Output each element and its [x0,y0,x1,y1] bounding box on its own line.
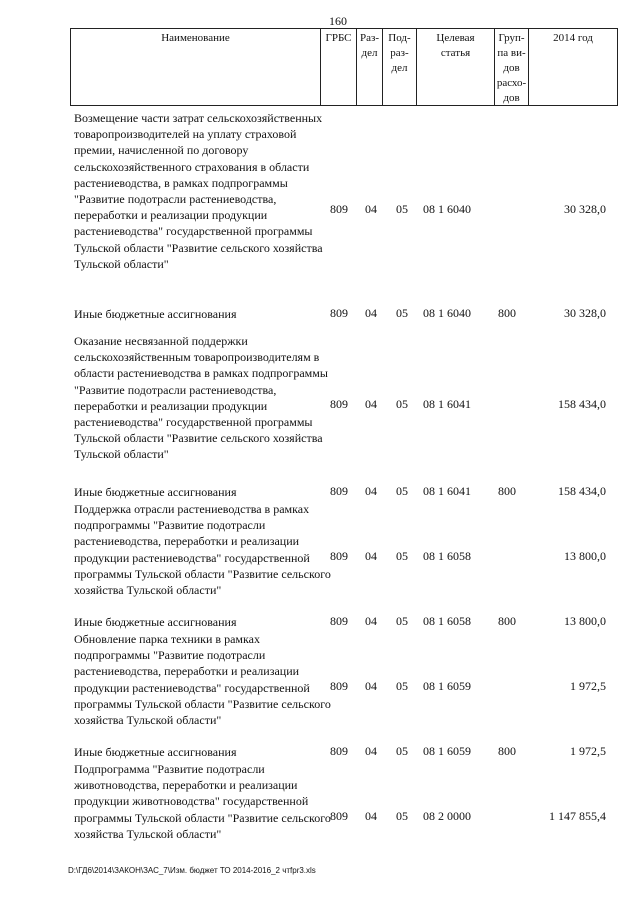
row-amount: 158 434,0 [558,484,606,498]
row-amount: 1 972,5 [570,744,606,758]
row-name: Оказание несвязанной поддержки сельскохозяйственным товаропроизводителям в области растениеводства в рамках подпрограммы "Развитие подотрасли растениеводства, переработки и реализации продукции растениеводства" государственной программы Тульской области "Развитие сельского хозяйства Тульской области" [74,334,328,462]
row-razdel: 04 [365,549,377,563]
row-name: Иные бюджетные ассигнования [74,485,237,499]
row-razdel: 04 [365,744,377,758]
row-grbs: 809 [330,397,348,411]
row-podrazdel: 05 [396,484,408,498]
row-name: Иные бюджетные ассигнования [74,307,237,321]
header-name: Наименование [70,29,320,105]
row-razdel: 04 [365,809,377,823]
header-razdel: Раз- дел [356,29,382,105]
row-amount: 13 800,0 [564,614,606,628]
row-vr: 800 [498,614,516,628]
row-podrazdel: 05 [396,679,408,693]
row-amount: 1 147 855,4 [549,809,606,823]
header-podrazdel: Под- раз- дел [382,29,416,105]
row-grbs: 809 [330,614,348,628]
row-name: Иные бюджетные ассигнования [74,745,237,759]
row-podrazdel: 05 [396,397,408,411]
header-vr: Груп- па ви- дов расхо- дов [494,29,528,105]
row-razdel: 04 [365,306,377,320]
header-year: 2014 год [528,29,618,105]
row-article: 08 2 0000 [423,809,471,823]
row-article: 08 1 6059 [423,744,471,758]
row-podrazdel: 05 [396,809,408,823]
row-name: Возмещение части затрат сельскохозяйственных товаропроизводителей на уплату страховой премии, начисленной по договору сельскохозяйственного страхования в области растениеводства, в рамках подпрограммы "Развитие подотрасли растениеводства, переработки и реализации продукции растениеводства" государственной программы Тульской области "Развитие сельского хозяйства Тульской области" [74,111,323,271]
row-amount: 158 434,0 [558,397,606,411]
row-podrazdel: 05 [396,202,408,216]
row-razdel: 04 [365,397,377,411]
row-grbs: 809 [330,809,348,823]
file-path-footer: D:\ГД6\2014\ЗАКОН\ЗАС_7\Изм. бюджет ТО 2014-2016_2 чтfpr3.xls [68,866,316,875]
row-podrazdel: 05 [396,549,408,563]
row-razdel: 04 [365,679,377,693]
row-name: Иные бюджетные ассигнования [74,615,237,629]
row-vr: 800 [498,484,516,498]
row-article: 08 1 6041 [423,397,471,411]
row-grbs: 809 [330,679,348,693]
row-amount: 13 800,0 [564,549,606,563]
header-article: Целевая статья [416,29,494,105]
table-header [70,28,618,106]
row-grbs: 809 [330,744,348,758]
row-article: 08 1 6059 [423,679,471,693]
row-podrazdel: 05 [396,306,408,320]
row-podrazdel: 05 [396,744,408,758]
row-vr: 800 [498,744,516,758]
row-grbs: 809 [330,202,348,216]
row-amount: 1 972,5 [570,679,606,693]
row-amount: 30 328,0 [564,306,606,320]
row-grbs: 809 [330,306,348,320]
row-article: 08 1 6058 [423,614,471,628]
row-article: 08 1 6040 [423,306,471,320]
row-amount: 30 328,0 [564,202,606,216]
row-razdel: 04 [365,484,377,498]
row-name: Подпрограмма "Развитие подотрасли животноводства, переработки и реализации продукции животноводства" государственной программы Тульской области "Развитие сельского хозяйства Тульской области" [74,762,331,841]
header-grbs: ГРБС [320,29,356,105]
row-article: 08 1 6058 [423,549,471,563]
row-razdel: 04 [365,202,377,216]
row-name: Обновление парка техники в рамках подпрограммы "Развитие подотрасли растениеводства, переработки и реализации продукции растениеводства" государственной программы Тульской области "Развитие сельского хозяйства Тульской области" [74,632,331,728]
row-grbs: 809 [330,549,348,563]
row-vr: 800 [498,306,516,320]
row-name: Поддержка отрасли растениеводства в рамках подпрограммы "Развитие подотрасли растениеводства, переработки и реализации продукции растениеводства" государственной программы Тульской области "Развитие сельского хозяйства Тульской области" [74,502,331,598]
row-podrazdel: 05 [396,614,408,628]
page-number: 160 [329,14,347,28]
row-grbs: 809 [330,484,348,498]
row-article: 08 1 6040 [423,202,471,216]
row-razdel: 04 [365,614,377,628]
row-article: 08 1 6041 [423,484,471,498]
